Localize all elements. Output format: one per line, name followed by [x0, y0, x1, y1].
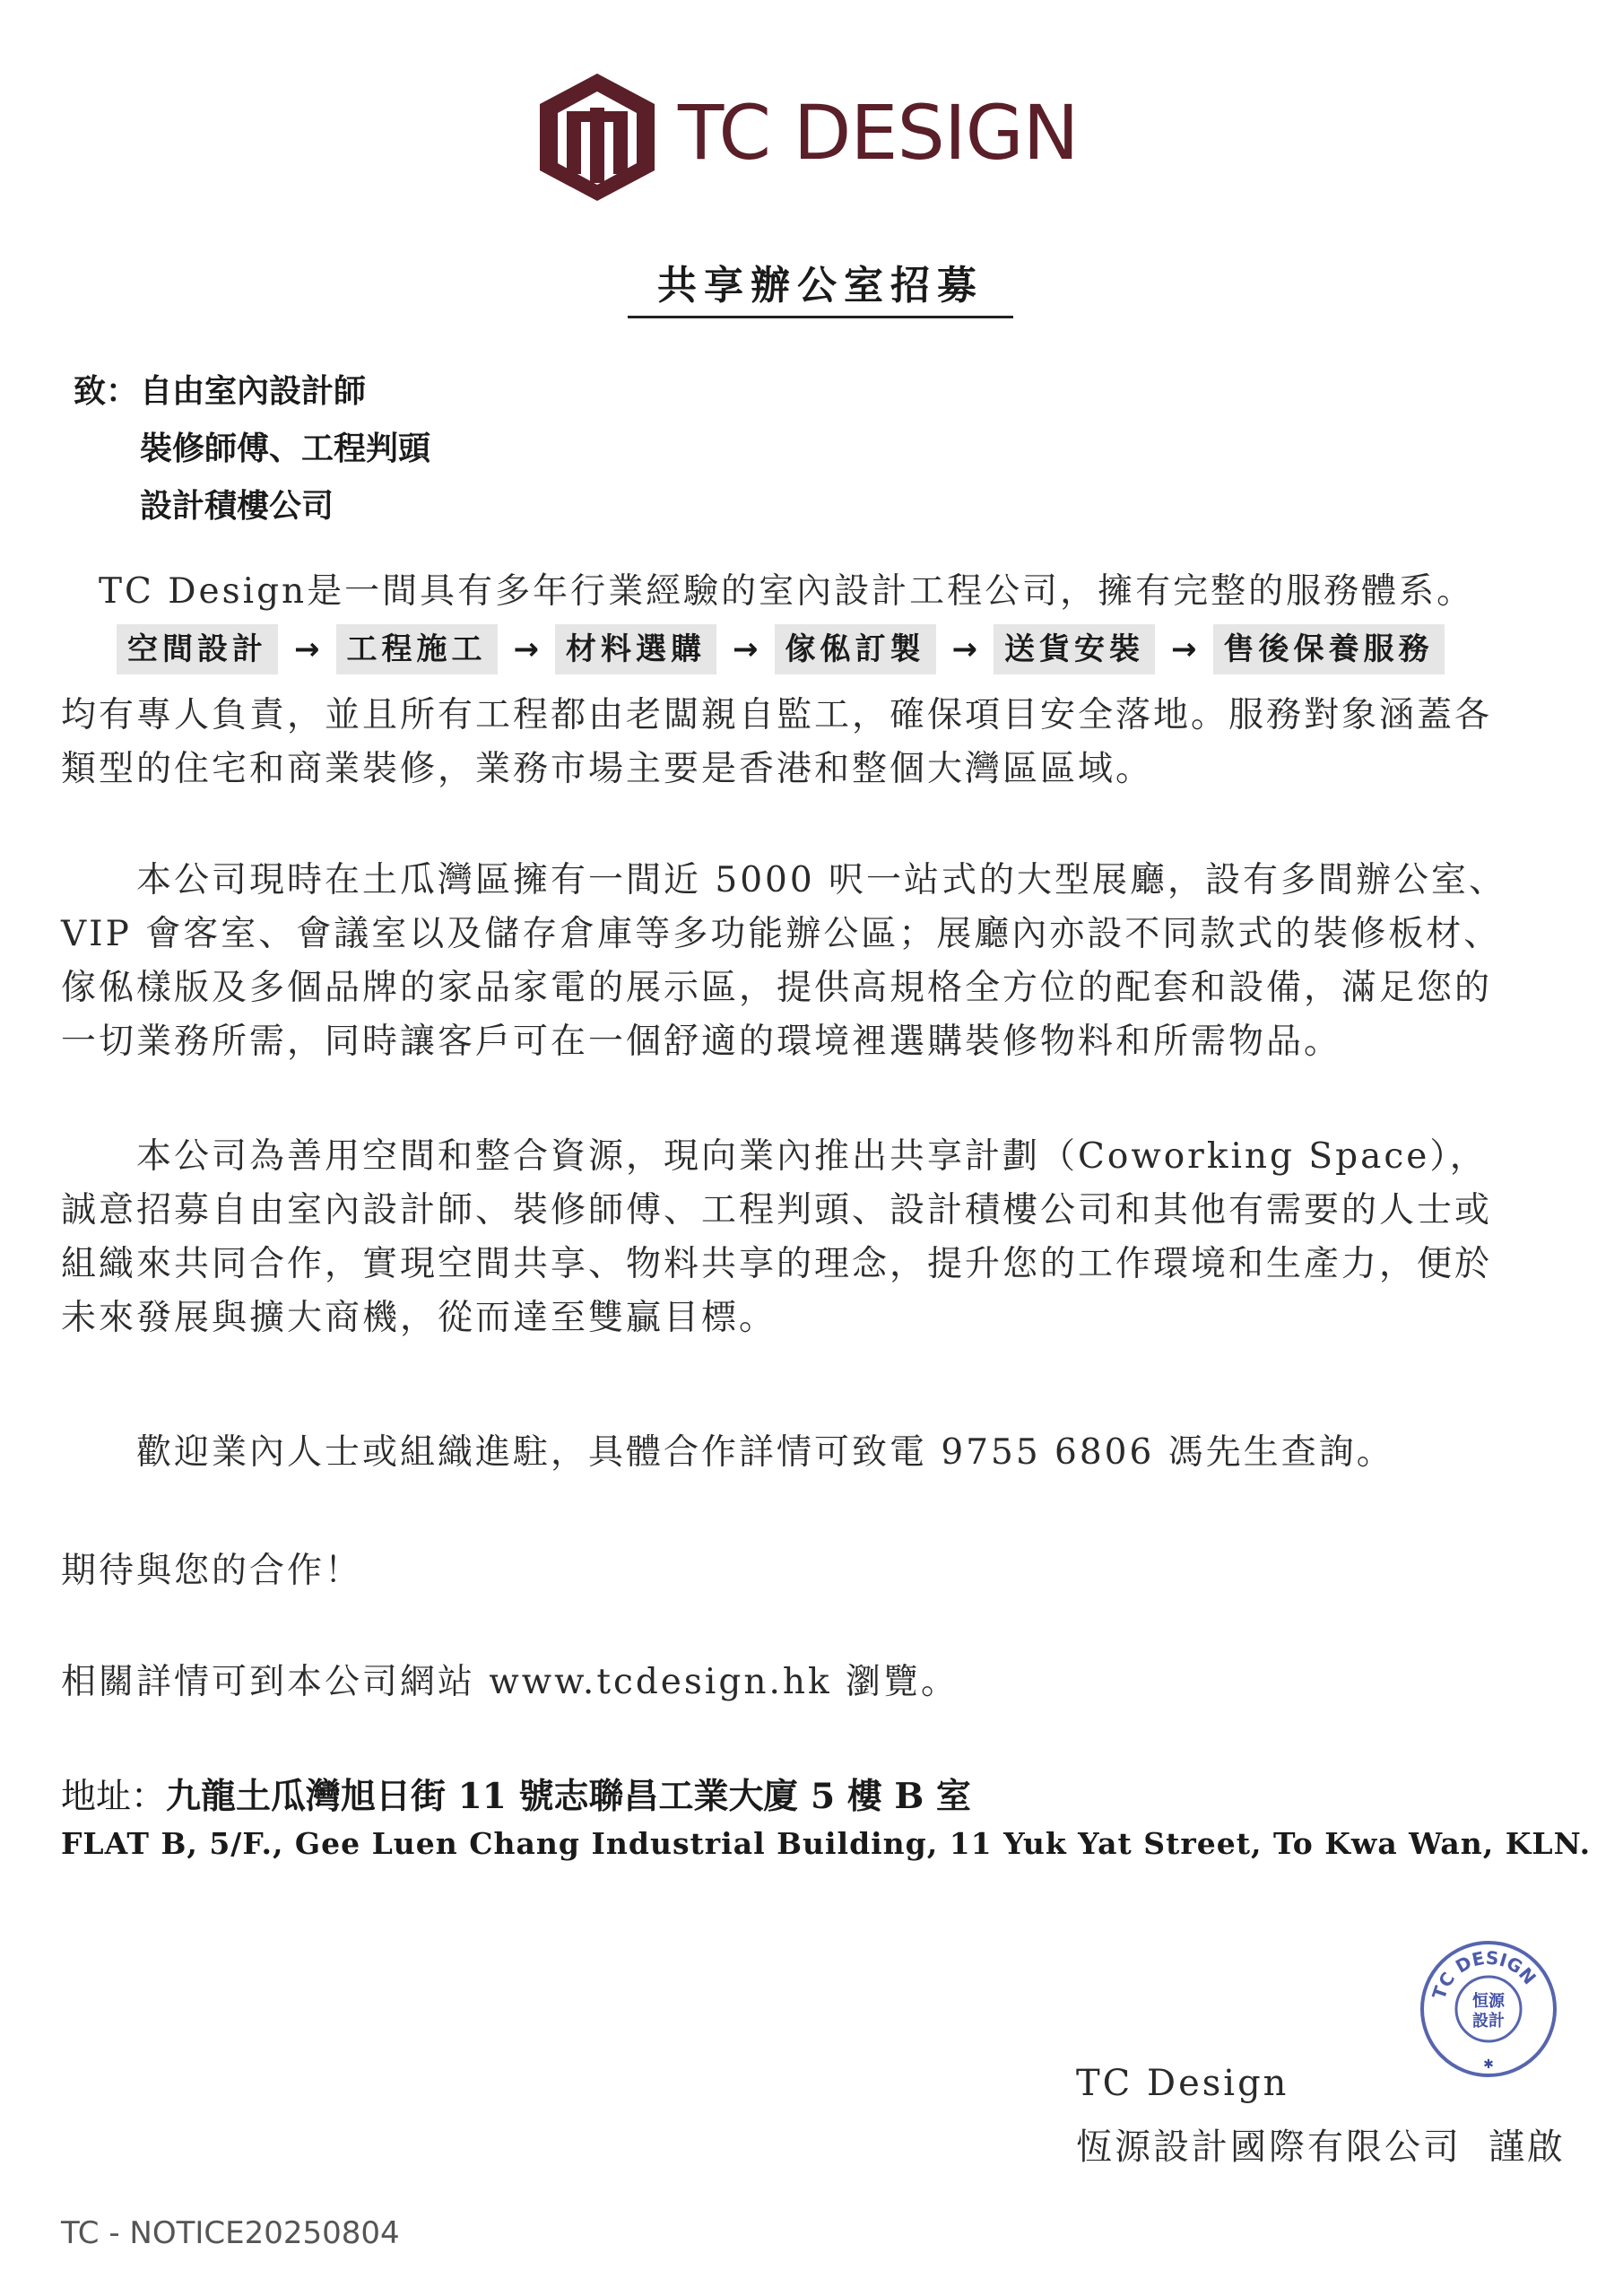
body-line: 均有專人負責，並且所有工程都由老闆親自監工，確保項目安全落地。服務對象涵蓋各 [61, 695, 1493, 735]
body-line: 本公司現時在土瓜灣區擁有一間近 5000 呎一站式的大型展廳，設有多間辦公室、 [61, 860, 1507, 900]
address-english: FLAT B, 5/F., Gee Luen Chang Industrial Building, 11 Yuk Yat Street, To Kwa Wan, KLN. [61, 1826, 1592, 1861]
arrow-icon: → [1171, 631, 1197, 667]
flow-step: 售後保養服務 [1213, 624, 1445, 674]
showroom-paragraph [61, 854, 1567, 1069]
body-line: TC Design是一間具有多年行業經驗的室內設計工程公司，擁有完整的服務體系。 [61, 571, 1475, 612]
signature-company-en: TC Design [1076, 2063, 1289, 2104]
body-line: 誠意招募自由室內設計師、裝修師傅、工程判頭、設計積樓公司和其他有需要的人士或 [61, 1190, 1493, 1231]
notice-title: 共享辦公室招募 [657, 263, 984, 309]
body-line: 類型的住宅和商業裝修，業務市場主要是香港和整個大灣區區域。 [61, 749, 1154, 789]
address-label: 地址： [61, 1777, 167, 1817]
svg-text:TC DESIGN: TC DESIGN [1428, 1946, 1541, 2003]
tc-logo-icon [534, 70, 660, 204]
closing-line [61, 1544, 1567, 1598]
svg-text:設計: 設計 [1472, 2012, 1505, 2031]
arrow-icon: → [951, 631, 977, 667]
flow-step: 工程施工 [336, 624, 498, 674]
body-line: 本公司為善用空間和整合資源，現向業內推出共享計劃（Coworking Space）， [61, 1136, 1488, 1177]
address-value: 九龍土瓜灣旭日街 11 號志聯昌工業大廈 5 樓 B 室 [166, 1776, 971, 1817]
body-line: 傢俬樣版及多個品牌的家品家電的展示區，提供高規格全方位的配套和設備，滿足您的 [61, 968, 1493, 1008]
signature-company-name: 恆源設計國際有限公司 [1076, 2126, 1462, 2168]
flow-step: 空間設計 [117, 624, 278, 674]
recipient-label: 致： [74, 373, 139, 410]
address-chinese [61, 1769, 971, 1819]
flow-step: 送貨安裝 [994, 624, 1155, 674]
body-line: 歡迎業內人士或組織進駐，具體合作詳情可致電 9755 6806 馮先生查詢。 [61, 1432, 1394, 1473]
intro-line [61, 565, 1567, 619]
recipient-line [74, 363, 430, 421]
company-logo [534, 70, 1090, 204]
coworking-paragraph [61, 1130, 1567, 1345]
notice-reference: TC - NOTICE20250804 [61, 2215, 400, 2251]
intro-continued [61, 689, 1567, 796]
recipient-line [74, 421, 430, 478]
website-line [61, 1656, 1567, 1709]
seal-stamp-icon [1417, 1937, 1560, 2081]
body-line: 組織來共同合作，實現空間共享、物料共享的理念，提升您的工作環境和生產力，便於 [61, 1244, 1493, 1284]
body-line: 未來發展與擴大商機，從而達至雙贏目標。 [61, 1298, 777, 1338]
arrow-icon: → [733, 631, 759, 667]
signature-closing: 謹啟 [1488, 2126, 1566, 2168]
recipient-line [74, 478, 430, 535]
body-line: VIP 會客室、會議室以及儲存倉庫等多功能辦公區；展廳內亦設不同款式的裝修板材、 [61, 914, 1502, 954]
flow-step: 材料選購 [555, 624, 716, 674]
title-underline [628, 316, 1013, 318]
signature-company-cn [1076, 2118, 1566, 2170]
service-flow [117, 624, 1445, 674]
recipients [74, 363, 430, 535]
body-line: 相關詳情可到本公司網站 www.tcdesign.hk 瀏覽。 [61, 1662, 959, 1702]
svg-text:恒源: 恒源 [1472, 1992, 1505, 2011]
recipient-name: 自由室內設計師 [140, 373, 367, 410]
company-seal [1417, 1937, 1560, 2081]
arrow-icon: → [294, 631, 320, 667]
logo-wordmark: TC DESIGN [678, 89, 1079, 177]
recipient-name: 裝修師傅、工程判頭 [140, 430, 431, 467]
flow-step: 傢俬訂製 [775, 624, 936, 674]
contact-paragraph [61, 1426, 1567, 1480]
arrow-icon: → [513, 631, 539, 667]
svg-text:✱: ✱ [1483, 2057, 1494, 2072]
recipient-name: 設計積樓公司 [140, 488, 334, 525]
body-line: 期待與您的合作！ [61, 1551, 363, 1591]
body-line: 一切業務所需，同時讓客戶可在一個舒適的環境裡選購裝修物料和所需物品。 [61, 1022, 1342, 1062]
